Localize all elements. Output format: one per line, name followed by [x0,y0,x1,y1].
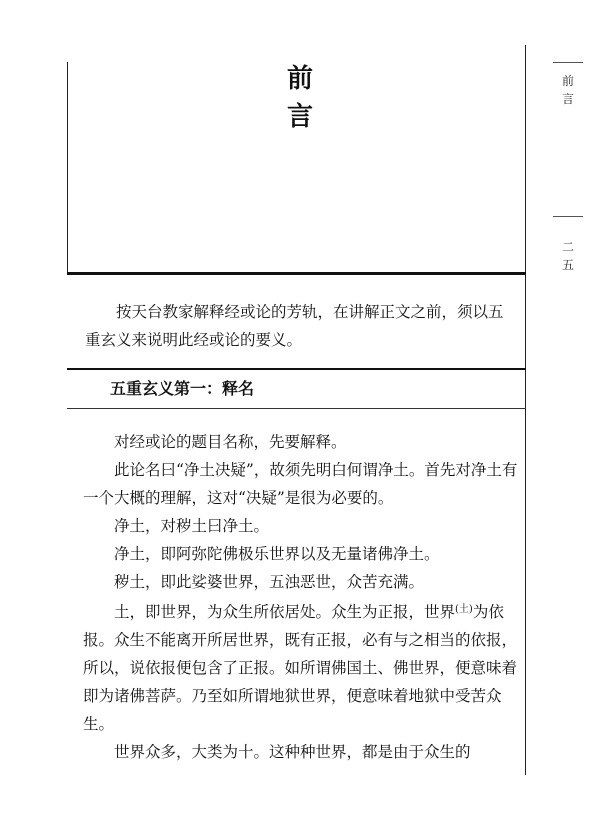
paragraph: 此论名曰“净土决疑”，故须先明白何谓净土。首先对净土有一个大概的理解，这对“决疑”是很为必要的。 [83,461,518,507]
paragraph: 世界众多，大类为十。这种种世界，都是由于众生的 [114,743,471,761]
paragraph [83,596,519,738]
intro-paragraph: 按天台教家解释经或论的芳轨，在讲解正文之前，须以五重玄义来说明此经或论的要义。 [85,303,504,349]
page-number-char: 二 [561,240,574,254]
left-margin-line [67,62,68,272]
page-title [280,60,320,136]
running-header [558,72,578,108]
page-number-char: 五 [561,258,574,272]
paragraph-text: 为依报。众生不能离开所居世界，既有正报，必有与之相当的依报，所以，说依报便包含了正报。如所谓佛国土、佛世界，便意味着即为诸佛菩萨。乃至如所谓地狱世界，便意味着地狱中受苦众生。 [83,603,518,733]
running-header-char: 言 [561,92,574,106]
paragraph: 净土，即阿弥陀佛极乐世界以及无量诸佛净土。 [114,545,440,563]
paragraph: 秽土，即此娑婆世界，五浊恶世，众苦充满。 [114,573,425,591]
section-rule-top [67,368,526,370]
right-margin-line [525,45,526,775]
title-divider [67,272,526,275]
side-rule [553,216,583,217]
paragraph: 净土，对秽土曰净土。 [114,517,270,535]
side-rule [553,62,583,63]
body-text [83,428,519,766]
paragraph-text: 土，即世界，为众生所依居处。众生为正报，世界 [114,603,456,621]
page-number [558,238,578,274]
section-rule-bottom [67,408,526,409]
section-heading: 五重玄义第一：释名 [110,379,255,398]
running-header-char: 前 [561,74,574,88]
paragraph: 对经或论的题目名称，先要解释。 [114,433,347,451]
title-char-1: 前 [286,64,313,94]
title-char-2: 言 [286,102,313,132]
footnote-marker: (土) [455,604,473,615]
